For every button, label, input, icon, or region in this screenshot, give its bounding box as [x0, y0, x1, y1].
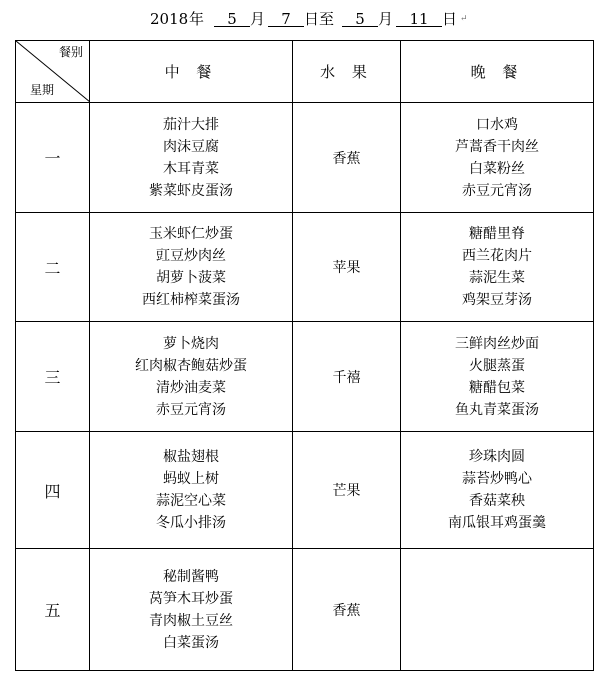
menu-date-range	[0, 7, 615, 31]
dinner-dish: 蒜苔炒鸭心	[462, 471, 532, 487]
lunch-dish: 冬瓜小排汤	[156, 515, 226, 531]
menu-row	[16, 213, 594, 322]
menu-row	[16, 549, 594, 671]
dinner-dish: 南瓜银耳鸡蛋羹	[448, 515, 546, 531]
lunch-cell	[90, 432, 293, 549]
menu-row	[16, 432, 594, 549]
dinner-dish: 口水鸡	[476, 116, 518, 133]
header-row	[16, 41, 594, 103]
end-month-label: 月	[378, 10, 394, 28]
start-day: 7	[268, 7, 304, 27]
dinner-dish: 糖醋里脊	[469, 226, 525, 242]
dinner-dish: 糖醋包菜	[469, 379, 525, 396]
lunch-dish: 玉米虾仁炒蛋	[149, 226, 233, 242]
dinner-dish: 赤豆元宵汤	[462, 182, 532, 199]
paragraph-mark: ↵	[460, 14, 468, 24]
dinner-header: 晚 餐	[401, 41, 594, 103]
weekday-cell: 三	[16, 322, 90, 432]
menu-row	[16, 103, 594, 213]
lunch-cell	[90, 549, 293, 671]
fruit-cell: 香蕉	[293, 103, 401, 213]
lunch-dish: 白菜蛋汤	[163, 634, 219, 651]
weekday-cell: 一	[16, 103, 90, 213]
dinner-dish: 鸡架豆芽汤	[462, 292, 532, 308]
lunch-dish: 萝卜烧肉	[163, 335, 219, 352]
dinner-dish: 三鲜肉丝炒面	[455, 335, 539, 352]
weekday-cell: 五	[16, 549, 90, 671]
lunch-dish: 莴笋木耳炒蛋	[149, 590, 233, 607]
lunch-cell	[90, 213, 293, 322]
lunch-dish: 蚂蚁上树	[163, 471, 219, 487]
end-day-label: 日	[442, 10, 458, 28]
menu-row	[16, 322, 594, 432]
dinner-cell	[401, 322, 594, 432]
lunch-dish: 紫菜虾皮蛋汤	[149, 182, 233, 199]
dinner-dish: 芦蒿香干肉丝	[455, 138, 539, 155]
dinner-dish: 西兰花肉片	[462, 248, 532, 264]
lunch-dish: 豇豆炒肉丝	[156, 248, 226, 264]
lunch-cell	[90, 103, 293, 213]
fruit-header: 水 果	[293, 41, 401, 103]
weekday-cell: 四	[16, 432, 90, 549]
lunch-dish: 胡萝卜菠菜	[156, 270, 226, 286]
day-to-label: 日至	[304, 10, 335, 28]
year: 2018	[150, 10, 189, 28]
dinner-dish: 珍珠肉圆	[469, 449, 525, 465]
lunch-dish: 赤豆元宵汤	[156, 401, 226, 418]
dinner-cell	[401, 103, 594, 213]
lunch-dish: 肉沫豆腐	[163, 138, 219, 155]
lunch-header: 中 餐	[90, 41, 293, 103]
lunch-dish: 茄汁大排	[163, 116, 219, 133]
dinner-cell	[401, 549, 594, 671]
lunch-dish: 青肉椒土豆丝	[149, 612, 233, 629]
lunch-dish: 红肉椒杏鲍菇炒蛋	[135, 357, 247, 374]
lunch-dish: 秘制酱鸭	[163, 568, 219, 585]
dinner-dish: 白菜粉丝	[469, 160, 525, 177]
corner-meal-label: 餐别	[58, 45, 83, 59]
lunch-cell	[90, 322, 293, 432]
fruit-cell: 千禧	[293, 322, 401, 432]
dinner-dish: 鱼丸青菜蛋汤	[455, 401, 539, 418]
start-month: 5	[214, 7, 250, 27]
dinner-dish: 蒜泥生菜	[469, 270, 525, 286]
fruit-cell: 苹果	[293, 213, 401, 322]
end-month: 5	[342, 7, 378, 27]
dinner-cell	[401, 213, 594, 322]
lunch-dish: 清炒油麦菜	[156, 379, 226, 396]
dinner-dish: 香菇菜秧	[469, 493, 525, 509]
month-label: 月	[250, 10, 266, 28]
dinner-dish: 火腿蒸蛋	[469, 357, 525, 374]
lunch-dish: 西红柿榨菜蛋汤	[142, 292, 240, 308]
lunch-dish: 木耳青菜	[163, 160, 219, 177]
fruit-cell: 芒果	[293, 432, 401, 549]
lunch-dish: 蒜泥空心菜	[156, 493, 226, 509]
end-day: 11	[396, 7, 442, 27]
year-label: 年	[189, 10, 205, 28]
lunch-dish: 椒盐翅根	[163, 449, 219, 465]
corner-header	[16, 41, 90, 103]
weekly-menu-table	[15, 40, 594, 671]
weekday-cell: 二	[16, 213, 90, 322]
dinner-cell	[401, 432, 594, 549]
corner-week-label: 星期	[30, 83, 55, 97]
fruit-cell: 香蕉	[293, 549, 401, 671]
